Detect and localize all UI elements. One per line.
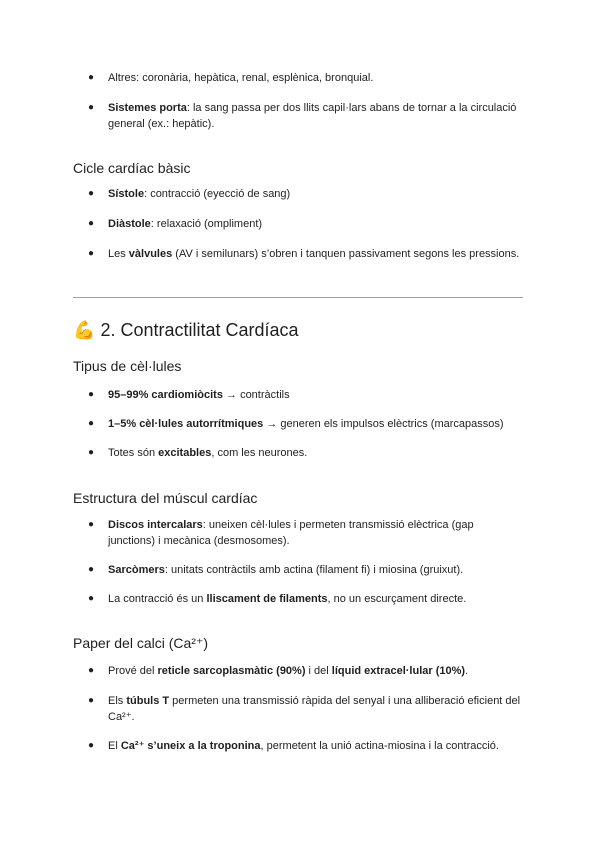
bullet-icon: ● <box>88 695 95 706</box>
section-title-text: 2. Contractilitat Cardíaca <box>100 320 299 340</box>
list-item-text: La contracció és un lliscament de filaments, no un escurçament directe. <box>108 593 467 605</box>
horizontal-divider <box>73 297 523 298</box>
list-item-text: Sarcòmers: unitats contràctils amb actina (filament fi) i miosina (gruixut). <box>108 564 464 576</box>
section-heading-calci: Paper del calci (Ca²⁺) <box>73 635 208 651</box>
bullet-icon: ● <box>88 188 95 199</box>
section-heading-cicle: Cicle cardíac bàsic <box>73 160 191 176</box>
page-section-title <box>73 320 299 341</box>
list-item-text: Els túbuls T permeten una transmissió ràpida del senyal i una alliberació eficient del Ca²⁺. <box>108 695 521 723</box>
bullet-icon: ● <box>88 740 95 751</box>
list-item-text: Diàstole: relaxació (ompliment) <box>108 218 263 230</box>
bullet-icon: ● <box>88 72 95 83</box>
flexed-biceps-icon: 💪 <box>73 320 96 340</box>
bullet-icon: ● <box>88 102 95 113</box>
list-item-text: Discos intercalars: uneixen cèl·lules i permeten transmissió elèctrica (gap junctions) i mecànica (desmosomes). <box>108 519 474 547</box>
bullet-icon: ● <box>88 564 95 575</box>
list-item-text: Sístole: contracció (eyecció de sang) <box>108 188 291 200</box>
list-item-text: Altres: coronària, hepàtica, renal, esplènica, bronquial. <box>108 72 374 84</box>
bullet-icon: ● <box>88 665 95 676</box>
bullet-icon: ● <box>88 519 95 530</box>
bullet-icon: ● <box>88 593 95 604</box>
bullet-icon: ● <box>88 389 95 400</box>
list-item-text: Les vàlvules (AV i semilunars) s’obren i tanquen passivament segons les pressions. <box>108 248 520 260</box>
bullet-icon: ● <box>88 447 95 458</box>
list-item-text: Sistemes porta: la sang passa per dos llits capil·lars abans de tornar a la circulació general (ex.: hepàtic). <box>108 102 517 130</box>
list-item-text: El Ca²⁺ s’uneix a la troponina, permetent la unió actina-miosina i la contracció. <box>108 740 499 752</box>
bullet-icon: ● <box>88 218 95 229</box>
list-item-text: 1–5% cèl·lules autorrítmiques → generen els impulsos elèctrics (marcapassos) <box>108 418 504 430</box>
section-heading-estructura: Estructura del múscul cardíac <box>73 490 258 506</box>
bullet-icon: ● <box>88 418 95 429</box>
list-item-text: Prové del reticle sarcoplasmàtic (90%) i del líquid extracel·lular (10%). <box>108 665 469 677</box>
section-heading-tipus: Tipus de cèl·lules <box>73 358 182 374</box>
list-item-text: 95–99% cardiomiòcits → contràctils <box>108 389 290 401</box>
list-item-text: Totes són excitables, com les neurones. <box>108 447 308 459</box>
bullet-icon: ● <box>88 248 95 259</box>
